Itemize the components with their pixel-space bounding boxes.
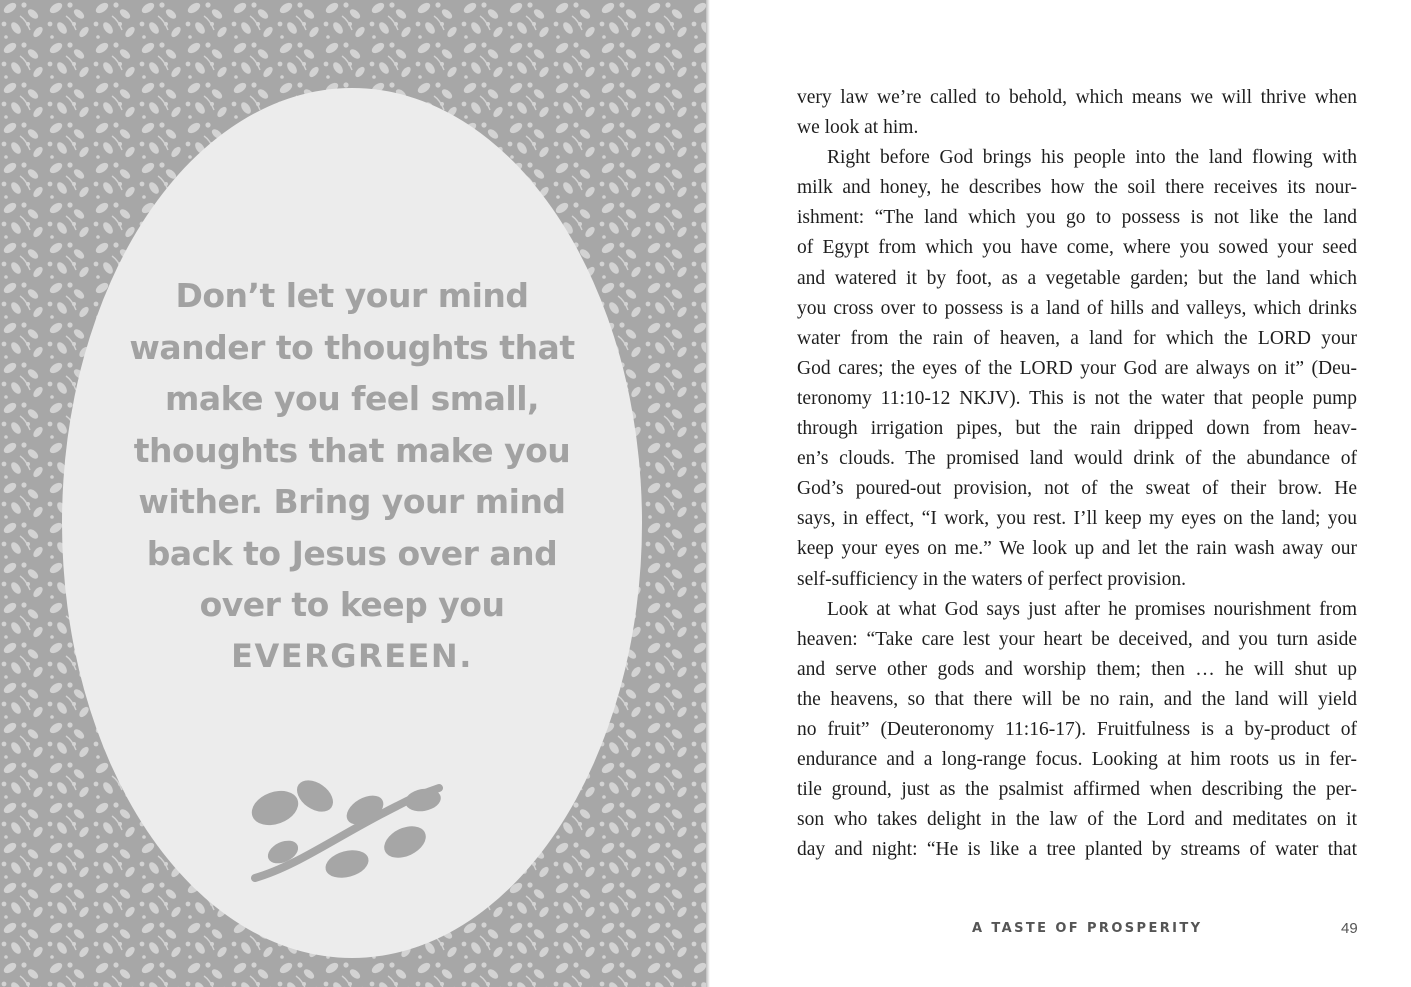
text-line: says, in effect, “I work, you rest. I’ll keep my eyes on the land; you [797, 508, 1357, 530]
running-head: A TASTE OF PROSPERITY [972, 921, 1203, 936]
text-line: very law we’re called to behold, which means we will thrive when [797, 87, 1357, 108]
text-line: we look at him. [797, 117, 919, 139]
text-line: Right before God brings his people into the land flowing with [827, 147, 1357, 169]
text-line: and watered it by foot, as a vegetable garden; but the land which [797, 267, 1357, 289]
body-text [797, 83, 1357, 865]
text-line: and serve other gods and worship them; then … he will shut up [797, 658, 1357, 680]
text-line: self-sufficiency in the waters of perfect provision. [797, 568, 1186, 590]
quote-emphasis: EVERGREEN. [231, 636, 473, 675]
text-line: God’s poured-out provision, not of the sweat of their brow. He [797, 478, 1357, 500]
pull-quote [82, 270, 622, 682]
text-line: milk and honey, he describes how the soil there receives its nour- [797, 177, 1357, 199]
text-line: day and night: “He is like a tree planted by streams of water that [797, 839, 1357, 861]
leaf-sprig-icon [247, 778, 447, 886]
text-line: ishment: “The land which you go to possess is not like the land [797, 207, 1357, 229]
text-line: you cross over to possess is a land of hills and valleys, which drinks [797, 297, 1357, 319]
text-line: the heavens, so that there will be no rain, and the land will yield [797, 688, 1357, 710]
quote-line: wander to thoughts that [129, 327, 575, 367]
text-line: of Egypt from which you have come, where you sowed your seed [797, 237, 1357, 259]
text-line: Look at what God says just after he promises nourishment from [827, 598, 1357, 620]
quote-line: wither. Bring your mind [138, 482, 566, 521]
text-line: endurance and a long-range focus. Looking at him roots us in fer- [797, 749, 1357, 771]
quote-line: make you feel small, [164, 379, 540, 418]
text-line: tile ground, just as the psalmist affirmed when describing the per- [797, 779, 1357, 801]
book-gutter [706, 0, 710, 987]
text-page [708, 0, 1411, 987]
text-line: water from the rain of heaven, a land for which the LORD your [797, 327, 1357, 349]
page-number: 49 [1341, 920, 1358, 937]
text-line: keep your eyes on me.” We look up and let the rain wash away our [797, 538, 1357, 560]
text-line: God cares; the eyes of the LORD your God are always on it” (Deu- [797, 357, 1357, 379]
quote-line: thoughts that make you [133, 430, 571, 470]
text-line: teronomy 11:10-12 NKJV). This is not the water that people pump [797, 387, 1357, 409]
text-line: heaven: “Take care lest your heart be deceived, and you turn aside [797, 628, 1357, 650]
text-line: en’s clouds. The promised land would drink of the abundance of [797, 448, 1357, 470]
text-line: son who takes delight in the law of the Lord and meditates on it [797, 809, 1357, 831]
quote-line: over to keep you [199, 585, 505, 624]
text-line: no fruit” (Deuteronomy 11:16-17). Fruitfulness is a by-product of [797, 718, 1357, 740]
text-line: through irrigation pipes, but the rain dripped down from heav- [797, 418, 1357, 440]
quote-line: Don’t let your mind [175, 276, 529, 315]
quote-line: back to Jesus over and [146, 533, 558, 573]
